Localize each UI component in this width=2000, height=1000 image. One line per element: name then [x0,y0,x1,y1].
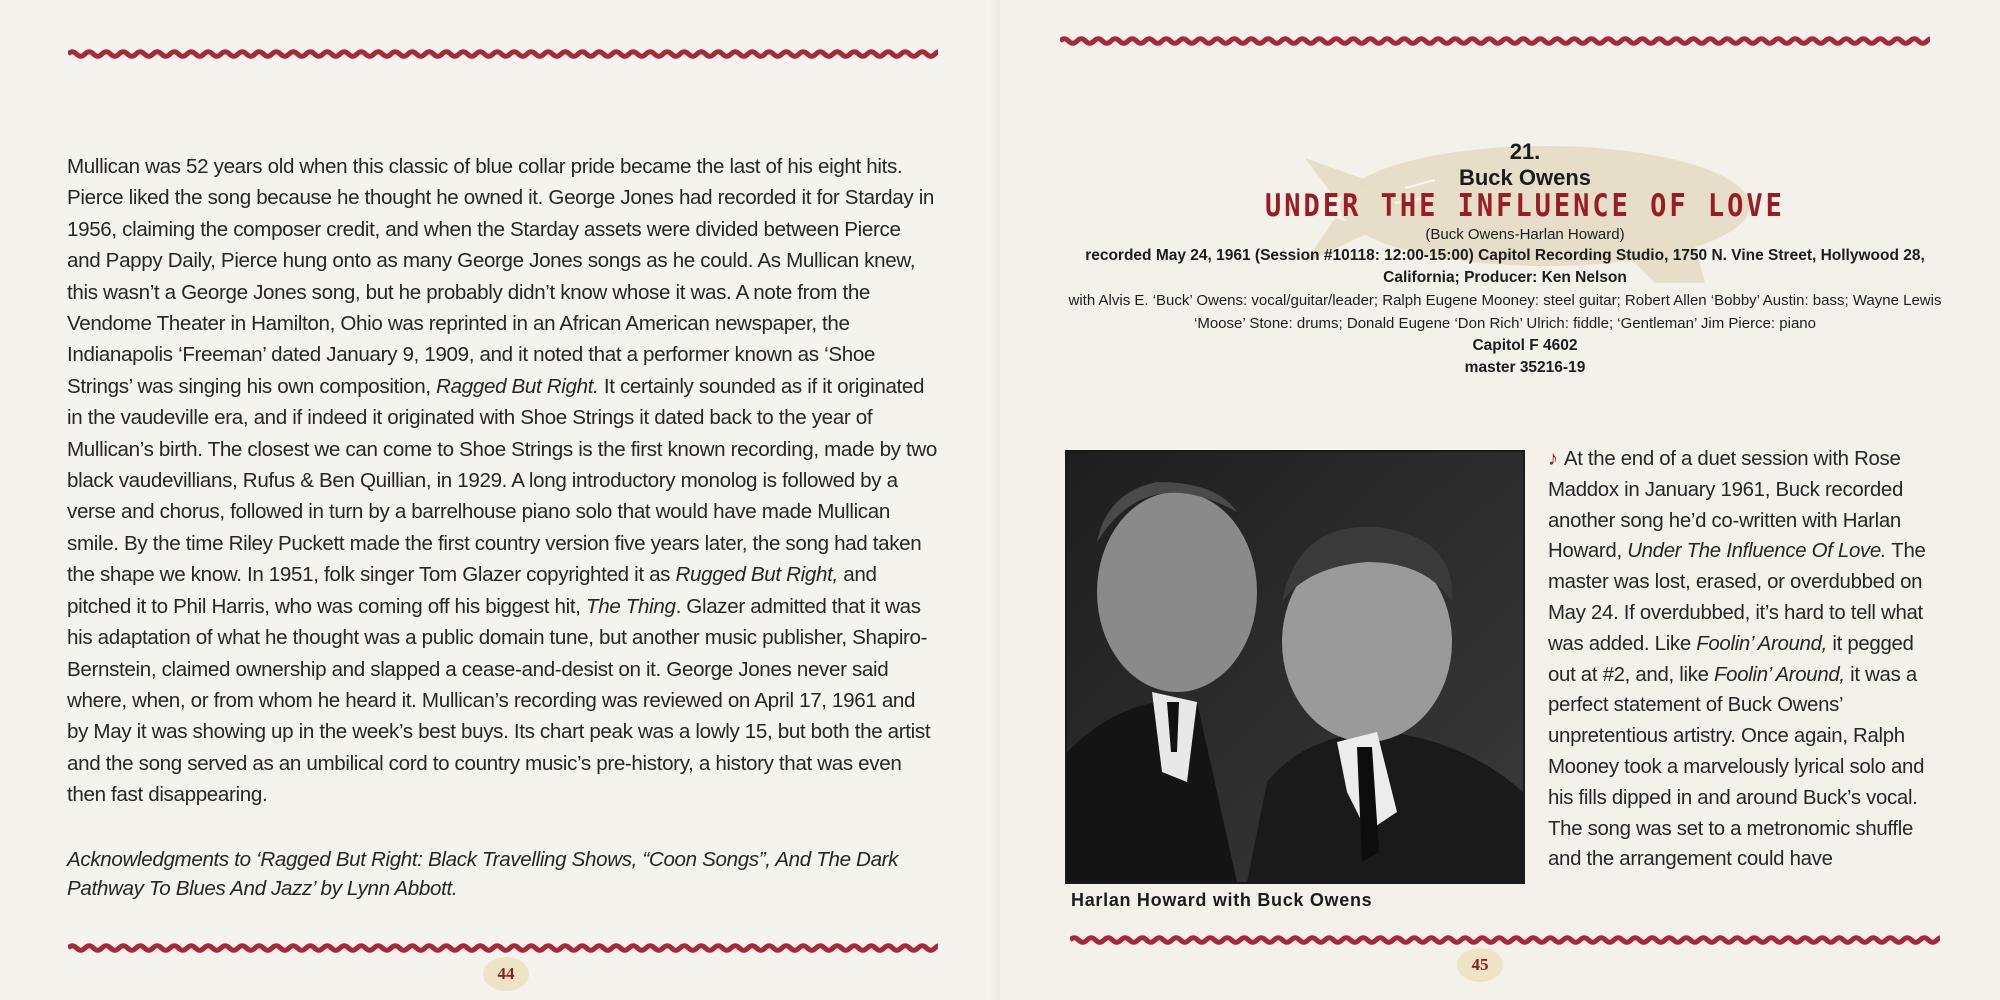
artist-name: Buck Owens [1458,165,1592,190]
page-number-right: 45 [1457,948,1503,982]
acknowledgment: Acknowledgments to ‘Ragged But Right: Black Travelling Shows, “Coon Songs”, And The Dark Pathway To Blues And Jazz’ by Lynn Abbott. [67,848,899,900]
catalog-number: Capitol F 4602 [1472,337,1578,354]
composer-credit: (Buck Owens-Harlan Howard) [1425,226,1625,243]
musicians-list: with Alvis E. ‘Buck’ Owens: vocal/guitar/leader; Ralph Eugene Mooney: steel guitar; Robert Allen ‘Bobby’ Austin: bass; Wayne Lewis ‘Moose’ Stone: drums; Donald Eugene ‘Don Rich’ Ulrich: fiddle; ‘Gentleman’ Jim Pierce: piano [1068,292,1942,332]
session-details: recorded May 24, 1961 (Session #10118: 12:00-15:00) Capitol Recording Studio, 1750 N. Vine Street, Hollywood 28, California; Producer: Ken Nelson [1085,247,1925,286]
photo-harlan-howard-buck-owens [1065,450,1525,884]
track-number: 21. [1509,139,1541,164]
wave-border-path [1070,938,1940,943]
top-wave-border-right [1060,33,1930,49]
master-number: master 35216-19 [1464,359,1586,376]
song-title: UNDER THE INFLUENCE OF LOVE [1265,188,1785,225]
wave-border-path [1060,39,1930,44]
track-header [1060,139,1950,379]
top-wave-border-left [68,46,938,62]
photo-caption: Harlan Howard with Buck Owens [1071,890,1373,910]
bottom-wave-border-left [68,940,938,956]
story-text: ♪ At the end of a duet session with Rose Maddox in January 1961, Buck recorded another song he’d co-written with Harlan Howard, Under The Influence Of Love. The master was lost, erased, or overdubbed on May 24. If overdubbed, it’s hard to tell what was added. Like Foolin’ Around, it pegged out at #2, and, like Foolin’ Around, it was a perfect statement of Buck Owens’ unpretentious artistry. Once again, Ralph Mooney took a marvelously lyrical solo and his fills dipped in and around Buck’s vocal. The song was set to a metronomic shuffle and the arrangement could have [1548,448,1926,871]
body-paragraph: Mullican was 52 years old when this classic of blue collar pride became the last of his eight hits. Pierce liked the song because he thought he owned it. George Jones had recorded it for Starday in 1956, claiming the composer credit, and when the Starday assets were divided between Pierce and Pappy Daily, Pierce hung onto as many George Jones songs as he could. As Mullican knew, this wasn’t a George Jones song, but he probably didn’t know whose it was. A note from the Vendome Theater in Hamilton, Ohio was reprinted in an African American newspaper, the Indianapolis ‘Freeman’ dated January 9, 1909, and it noted that a performer known as ‘Shoe Strings’ was singing his own composition, Ragged But Right. It certainly sounded as if it originated in the vaudeville era, and if indeed it originated with Shoe Strings it dated back to the year of Mullican’s birth. The closest we can come to Shoe Strings is the first known recording, made by two black vaudevillians, Rufus & Ben Quillian, in 1929. A long introductory monolog is followed by a verse and chorus, followed in turn by a barrelhouse piano solo that would have made Mullican smile. By the time Riley Puckett made the first country version five years later, the song had taken the shape we know. In 1951, folk singer Tom Glazer copyrighted it as Rugged But Right, and pitched it to Phil Harris, who was coming off his biggest hit, The Thing. Glazer admitted that it was his adaptation of what he thought was a public domain tune, but another music publisher, Shapiro-Bernstein, claimed ownership and slapped a cease-and-desist on it. George Jones never said where, when, or from whom he heard it. Mullican’s recording was reviewed on April 17, 1961 and by May it was showing up in the week’s best buys. Its chart peak was a lowly 15, but both the artist and the song served as an umbilical cord to country music’s pre-history, a history that was even then fast disappearing. [67,155,937,807]
page-number-left: 44 [483,957,529,991]
wave-border-path [68,52,938,57]
wave-border-path [68,946,938,951]
music-note-icon: ♪ [1548,448,1558,470]
bottom-wave-border-right [1070,932,1940,948]
